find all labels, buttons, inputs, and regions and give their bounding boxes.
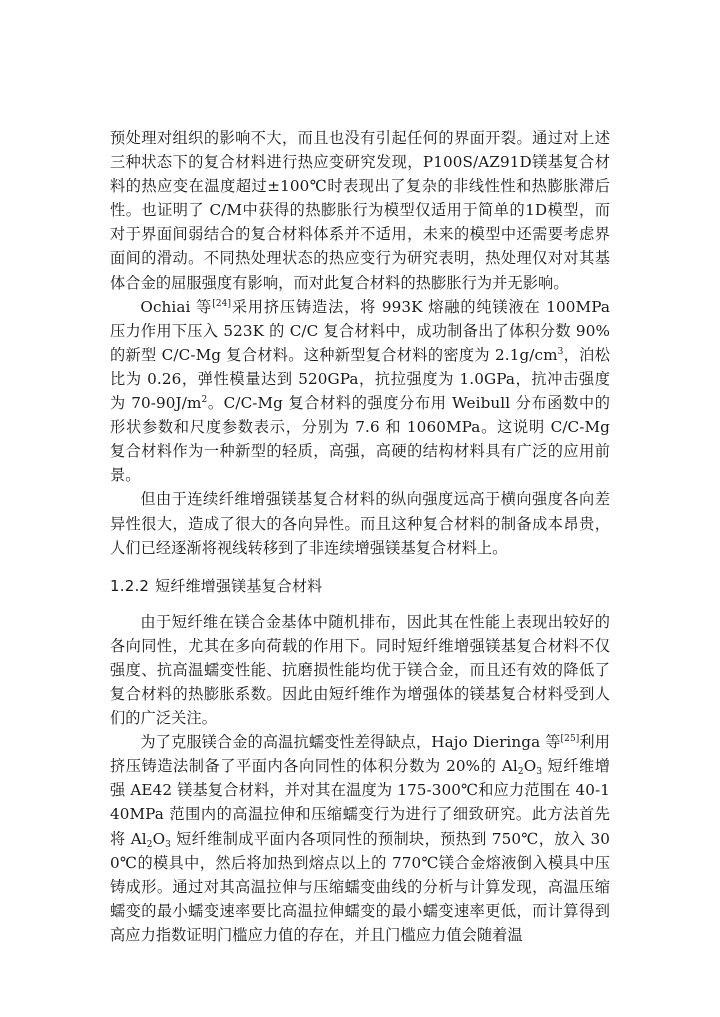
- paragraph-text: 利用挤压铸造法制备了平面内各向同性的体积分数为 20%的 Al: [110, 733, 611, 776]
- superscript: 2: [201, 395, 208, 406]
- paragraph-text: 由于短纤维在镁合金基体中随机排布，因此其在性能上表现出较好的各向同性，尤其在多向荷载的作用下。同时短纤维增强镁基复合材料不仅强度、抗高温蠕变性能、抗磨损性能均优于镁合金，而且还有效的降低了复合材料的热膨胀系数。因此由短纤维作为增强体的镁基复合材料受到人们的广泛关注。: [110, 612, 610, 728]
- paragraph-text: 。C/C-Mg 复合材料的强度分布用 Weibull 分布函数中的形状参数和尺度参数表示，分别为 7.6 和 1060MPa。这说明 C/C-Mg 复合材料作为一种新型的轻质，高强，高硬的结构材料具有广泛的应用前景。: [110, 394, 611, 485]
- paragraph-text: ，泊松比为 0.26，弹性模量达到 520GPa，抗拉强度为 1.0GPa，抗冲击强度为 70-90J/m: [110, 345, 610, 413]
- paragraph-text: O: [152, 829, 166, 848]
- section-heading: [110, 574, 610, 598]
- paragraph-text: 采用挤压铸造法，将 993K 熔融的纯镁液在 100MPa 压力作用下压入 523K 的 C/C 复合材料中，成功制备出了体积分数 90%的新型 C/C-Mg 复合材料。这种新型复合材料的密度为 2.1g/cm: [110, 297, 610, 364]
- subscript: 3: [536, 767, 543, 778]
- paragraph-thermal-strain: [110, 126, 610, 295]
- citation-25: [25]: [560, 734, 580, 745]
- paragraph-text: 预处理对组织的影响不大，而且也没有引起任何的界面开裂。通过对上述三种状态下的复合材料进行热应变研究发现，P100S/AZ91D镁基复合材料的热应变在温度超过±100℃时表现出了复杂的非线性性和热膨胀滞后性。也证明了 C/M中获得的热膨胀行为模型仅适用于简单的1D模型，而对于界面间弱结合的复合材料体系并不适用，未来的模型中还需要考虑界面间的滑动。不同热处理状态的热应变行为研究表明，热处理仅对对其基体合金的屈服强度有影响，而对此复合材料的热膨胀行为并无影响。: [110, 129, 610, 292]
- paragraph-ochiai: [110, 295, 610, 488]
- paragraph-continuous-fiber: [110, 487, 610, 559]
- paragraph-text: 但由于连续纤维增强镁基复合材料的纵向强度远高于横向强度各向差异性很大，造成了很大的各向异性。而且这种复合材料的制备成本昂贵，人们已经逐渐将视线转移到了非连续增强镁基复合材料上。: [110, 490, 610, 557]
- paragraph-short-fiber: [110, 610, 610, 730]
- subscript: 2: [517, 767, 524, 778]
- paragraph-text: 为了克服镁合金的高温抗蠕变性差得缺点，Hajo Dieringa 等: [140, 733, 561, 752]
- subscript: 2: [146, 839, 153, 850]
- paragraph-text: 短纤维制成平面内各项同性的预制块，预热到 750℃，放入 300℃的模具中，然后将加热到熔点以上的 770℃镁合金熔液倒入模具中压铸成形。通过对其高温拉伸与压缩蠕变曲线的分析与计算发现，高温压缩蠕变的最小蠕变速率要比高温拉伸蠕变的最小蠕变速率更低，而计算得到高应力指数证明门槛应力值的存在，并且门槛应力值会随着温: [110, 829, 610, 944]
- section-title: 短纤维增强镁基复合材料: [155, 576, 323, 595]
- paragraph-text: 短纤维增强 AE42 镁基复合材料，并对其在温度为 175-300℃和应力范围在 40-140MPa 范围内的高温拉伸和压缩蠕变行为进行了细致研究。此方法首先将 Al: [110, 757, 611, 848]
- paragraph-dieringa: [110, 730, 610, 947]
- paragraph-text: Ochiai 等: [140, 297, 213, 316]
- subscript: 3: [165, 839, 171, 850]
- section-number: 1.2.2: [110, 576, 150, 595]
- superscript: 3: [557, 346, 564, 357]
- citation-24: [24]: [212, 298, 232, 309]
- paragraph-text: O: [523, 757, 537, 776]
